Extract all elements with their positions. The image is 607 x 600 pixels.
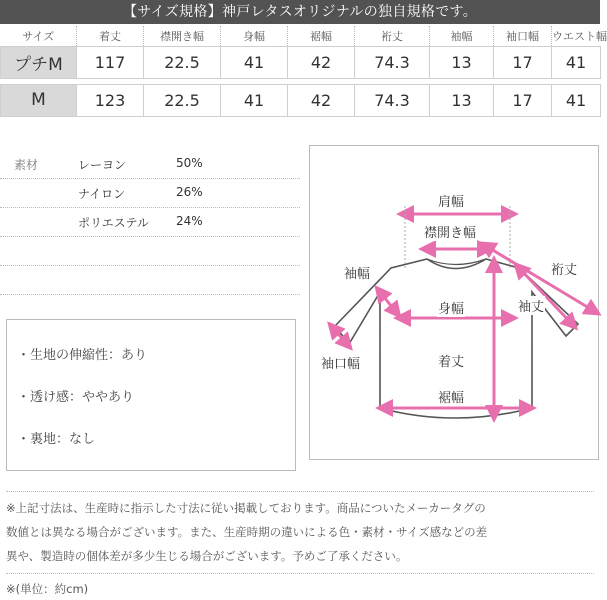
header-yuki: 裄丈 (355, 26, 430, 46)
table-cell: 41 (552, 84, 601, 116)
table-cell: 42 (288, 46, 355, 78)
list-item (0, 150, 300, 179)
list-item (0, 208, 300, 237)
label-body-width: 身幅 (437, 298, 465, 317)
label-sleeve-width: 袖幅 (343, 263, 371, 282)
size-table-header (1, 26, 601, 46)
property-lining: ・裏地：なし (17, 432, 96, 447)
material-name: ナイロン (78, 187, 126, 201)
table-cell: 17 (494, 46, 552, 78)
size-label: M (1, 84, 77, 116)
note-line: 数値とは異なる場合がございます。また、生産時期の違いによる色・素材・サイズ感などの差 (6, 525, 488, 539)
material-label: 素材 (14, 158, 39, 172)
table-cell: 17 (494, 84, 552, 116)
table-row-petite-m (1, 46, 601, 78)
table-row-m (1, 84, 601, 116)
table-cell: 41 (221, 46, 288, 78)
table-cell: 13 (430, 46, 494, 78)
table-cell: 117 (77, 46, 144, 78)
size-label: プチM (1, 46, 77, 78)
list-item-empty (0, 266, 300, 295)
notes-divider (6, 491, 594, 492)
table-cell: 41 (221, 84, 288, 116)
table-cell: 74.3 (355, 46, 430, 78)
header-waist-width: ウエスト幅 (552, 29, 607, 43)
label-cuff-width: 袖口幅 (320, 353, 361, 372)
header-neck-width: 襟開き幅 (144, 26, 221, 46)
material-percent: 24% (176, 214, 203, 228)
property-sheerness: ・透け感：ややあり (17, 390, 135, 405)
label-length: 着丈 (437, 351, 465, 370)
table-cell: 13 (430, 84, 494, 116)
table-cell: 22.5 (144, 84, 221, 116)
table-cell: 42 (288, 84, 355, 116)
header-sleeve-width: 袖幅 (430, 26, 494, 46)
property-stretch: ・生地の伸縮性：あり (17, 348, 148, 363)
label-neck-width: 襟開き幅 (423, 222, 477, 241)
label-shoulder-width: 肩幅 (437, 191, 465, 210)
material-name: レーヨン (78, 158, 127, 172)
header-cuff-width: 袖口幅 (494, 26, 552, 46)
label-hem-width: 裾幅 (437, 387, 465, 406)
table-cell: 123 (77, 84, 144, 116)
material-list (0, 150, 300, 295)
size-table (0, 26, 607, 117)
table-cell: 74.3 (355, 84, 430, 116)
header-hem-width: 裾幅 (288, 26, 355, 46)
notes-divider (6, 573, 594, 574)
fabric-properties-box (6, 319, 296, 471)
material-name: ポリエステル (78, 216, 149, 230)
header-length: 着丈 (77, 26, 144, 46)
note-line: ※上記寸法は、生産時に指示した寸法に従い掲載しております。商品についたメーカータグの (6, 501, 486, 515)
header-body-width: 身幅 (221, 26, 288, 46)
note-line: 異や、製造時の個体差が多少生じる場合がございます。予めご了承ください。 (6, 549, 408, 563)
list-item-empty (0, 237, 300, 266)
material-percent: 50% (176, 156, 203, 170)
table-cell: 22.5 (144, 46, 221, 78)
material-percent: 26% (176, 185, 203, 199)
label-yuki: 裄丈 (550, 259, 578, 278)
size-spec-banner: 【サイズ規格】神戸レタスオリジナルの独自規格です。 (0, 0, 600, 24)
table-cell: 41 (552, 46, 601, 78)
header-size: サイズ (1, 26, 77, 46)
label-sleeve-length: 袖丈 (517, 296, 545, 315)
measurement-diagram (309, 145, 599, 460)
unit-note: ※(単位：約cm) (6, 582, 89, 596)
list-item (0, 179, 300, 208)
